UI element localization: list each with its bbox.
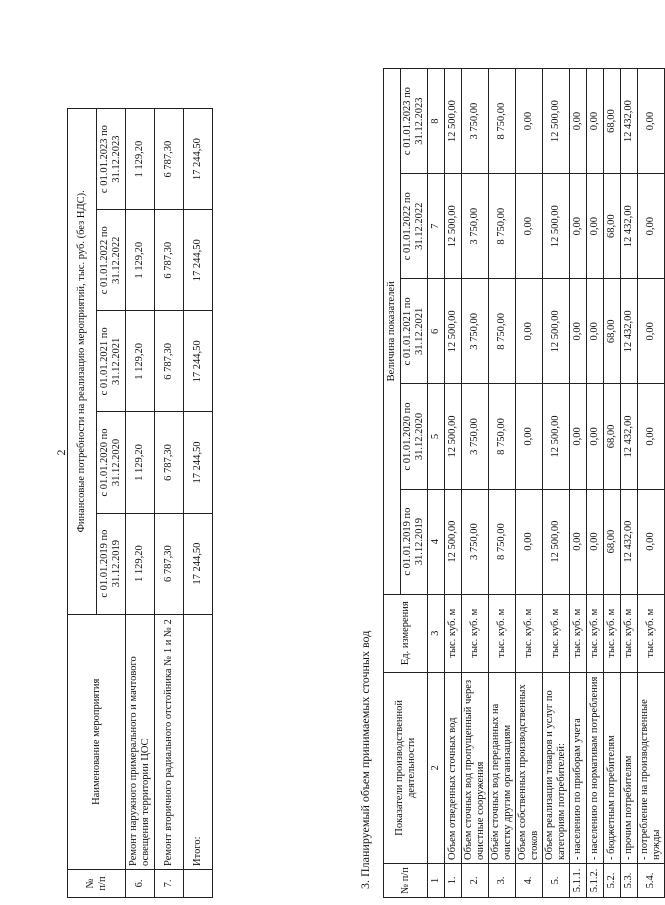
cell-value: 12 500,00: [445, 384, 462, 489]
row-num: 1.: [445, 863, 462, 897]
cell-value: 0,00: [638, 69, 665, 174]
cell-value: 8 750,00: [489, 489, 516, 594]
cell-value: 6 787,30: [155, 210, 184, 311]
row-num: 4.: [516, 863, 543, 897]
cell-value: 3 750,00: [462, 69, 489, 174]
period-header: с 01.01.2020 по 31.12.2020: [401, 384, 428, 489]
row-name: - прочим потребителям: [621, 672, 638, 863]
column-number: 3: [428, 594, 445, 672]
header-name: Наименование мероприятия: [68, 614, 126, 869]
financial-needs-table: [67, 108, 213, 898]
cell-value: 0,00: [516, 174, 543, 279]
header-indicator: Показатели производственной деятельности: [384, 672, 428, 863]
column-number: 2: [428, 672, 445, 863]
table-row: [516, 69, 543, 898]
table-row: [543, 69, 570, 898]
cell-value: 8 750,00: [489, 279, 516, 384]
cell-value: 0,00: [516, 384, 543, 489]
table-row: [570, 69, 587, 898]
table-row: [445, 69, 462, 898]
row-name: - бюджетным потребителям: [604, 672, 621, 863]
cell-value: 6 787,30: [155, 311, 184, 412]
column-number: 6: [428, 279, 445, 384]
cell-value: 12 500,00: [543, 69, 570, 174]
cell-value: 8 750,00: [489, 174, 516, 279]
section-title: 3. Планируемый объем принимаемых сточных вод: [358, 630, 372, 889]
row-num: 5.1.2.: [587, 863, 604, 897]
row-unit: тыс. куб. м: [587, 594, 604, 672]
cell-value: 1 129,20: [126, 412, 155, 513]
row-name: Объем отведенных сточных вод: [445, 672, 462, 863]
cell-value: 12 500,00: [543, 489, 570, 594]
period-header: с 01.01.2023 по 31.12.2023: [401, 69, 428, 174]
cell-value: 12 500,00: [543, 174, 570, 279]
table-row: [638, 69, 665, 898]
row-unit: тыс. куб. м: [445, 594, 462, 672]
header-num: № п/п: [384, 863, 428, 897]
cell-value: 0,00: [570, 174, 587, 279]
row-name: Объем сточных вод пропущенный через очистные сооружения: [462, 672, 489, 863]
cell-value: 1 129,20: [126, 210, 155, 311]
table-row: [462, 69, 489, 898]
cell-value: 0,00: [638, 279, 665, 384]
cell-value: 8 750,00: [489, 69, 516, 174]
row-unit: тыс. куб. м: [462, 594, 489, 672]
table-row: [621, 69, 638, 898]
page-number: 2: [54, 449, 68, 456]
row-num: 5.1.1.: [570, 863, 587, 897]
cell-value: 0,00: [587, 279, 604, 384]
cell-value: 0,00: [638, 384, 665, 489]
cell-value: 0,00: [570, 69, 587, 174]
row-unit: тыс. куб. м: [516, 594, 543, 672]
table-row: [489, 69, 516, 898]
cell-value: 0,00: [587, 489, 604, 594]
table-row: [155, 109, 184, 898]
cell-value: 1 129,20: [126, 109, 155, 210]
period-header: с 01.01.2020 по 31.12.2020: [97, 412, 126, 513]
period-header: с 01.01.2022 по 31.12.2022: [97, 210, 126, 311]
cell-value: 68,00: [604, 489, 621, 594]
cell-value: 0,00: [638, 489, 665, 594]
row-name: Объем собственных производственных стоков: [516, 672, 543, 863]
cell-value: 12 500,00: [543, 279, 570, 384]
wastewater-volume-table: [383, 68, 665, 898]
cell-value: 12 432,00: [621, 69, 638, 174]
cell-value: 1 129,20: [126, 513, 155, 614]
cell-value: 17 244,50: [184, 109, 213, 210]
table-row: [126, 109, 155, 898]
cell-value: 3 750,00: [462, 279, 489, 384]
cell-value: 68,00: [604, 69, 621, 174]
cell-value: 6 787,30: [155, 109, 184, 210]
cell-value: 17 244,50: [184, 412, 213, 513]
column-number: 8: [428, 69, 445, 174]
cell-value: 0,00: [587, 384, 604, 489]
cell-value: 0,00: [638, 174, 665, 279]
row-num: 7.: [155, 869, 184, 897]
row-num: 5.4.: [638, 863, 665, 897]
cell-value: 6 787,30: [155, 412, 184, 513]
cell-value: 1 129,20: [126, 311, 155, 412]
row-name: Объём сточных вод переданных на очистку другим организациям: [489, 672, 516, 863]
cell-value: 3 750,00: [462, 384, 489, 489]
column-number: 5: [428, 384, 445, 489]
cell-value: 12 500,00: [543, 384, 570, 489]
header-num: № п/п: [68, 869, 126, 897]
period-header: с 01.01.2022 по 31.12.2022: [401, 174, 428, 279]
row-num: 5.2.: [604, 863, 621, 897]
cell-value: 68,00: [604, 279, 621, 384]
column-number: 7: [428, 174, 445, 279]
column-number: 1: [428, 863, 445, 897]
period-header: с 01.01.2019 по 31.12.2019: [401, 489, 428, 594]
row-name: - населению по нормативам потребления: [587, 672, 604, 863]
cell-value: 0,00: [516, 279, 543, 384]
row-name: Ремонт вторичного радиального отстойника № 1 и № 2: [155, 614, 184, 869]
cell-value: 12 500,00: [445, 174, 462, 279]
row-num: 3.: [489, 863, 516, 897]
cell-value: 0,00: [516, 69, 543, 174]
table-row: [587, 69, 604, 898]
cell-value: 6 787,30: [155, 513, 184, 614]
cell-value: 0,00: [570, 489, 587, 594]
cell-value: 8 750,00: [489, 384, 516, 489]
cell-value: 3 750,00: [462, 489, 489, 594]
period-header: с 01.01.2023 по 31.12.2023: [97, 109, 126, 210]
cell-value: 12 500,00: [445, 69, 462, 174]
header-values: Величина показателей: [384, 69, 401, 595]
header-financial-needs: Финансовые потребности на реализацию мероприятий, тыс. руб. (без НДС).: [68, 109, 97, 615]
total-row: [184, 109, 213, 898]
row-num: 5.3.: [621, 863, 638, 897]
row-unit: тыс. куб. м: [543, 594, 570, 672]
cell-value: 12 432,00: [621, 489, 638, 594]
period-header: с 01.01.2019 по 31.12.2019: [97, 513, 126, 614]
cell-value: 68,00: [604, 384, 621, 489]
row-unit: тыс. куб. м: [604, 594, 621, 672]
cell-value: 68,00: [604, 174, 621, 279]
cell-value: 12 500,00: [445, 489, 462, 594]
row-name: - потребление на производственные нужды: [638, 672, 665, 863]
cell-value: 17 244,50: [184, 210, 213, 311]
row-unit: тыс. куб. м: [638, 594, 665, 672]
row-name: Ремонт наружного примерального и мачтового освещения территории ЦОС: [126, 614, 155, 869]
row-unit: тыс. куб. м: [570, 594, 587, 672]
cell-value: 0,00: [570, 279, 587, 384]
row-unit: тыс. куб. м: [489, 594, 516, 672]
cell-value: 12 500,00: [445, 279, 462, 384]
row-name: - населению по приборам учета: [570, 672, 587, 863]
row-num: 6.: [126, 869, 155, 897]
table-body: [445, 69, 665, 898]
cell-value: 12 432,00: [621, 279, 638, 384]
column-number: 4: [428, 489, 445, 594]
row-num: [184, 869, 213, 897]
table-row: [604, 69, 621, 898]
cell-value: 0,00: [587, 69, 604, 174]
row-name: Объем реализации товаров и услуг по категориям потребителей:: [543, 672, 570, 863]
row-unit: тыс. куб. м: [621, 594, 638, 672]
row-num: 2.: [462, 863, 489, 897]
cell-value: 17 244,50: [184, 513, 213, 614]
header-unit: Ед. измерения: [384, 594, 428, 672]
cell-value: 0,00: [570, 384, 587, 489]
cell-value: 3 750,00: [462, 174, 489, 279]
period-header: с 01.01.2021 по 31.12.2021: [97, 311, 126, 412]
row-name: Итого:: [184, 614, 213, 869]
cell-value: 12 432,00: [621, 384, 638, 489]
cell-value: 0,00: [587, 174, 604, 279]
row-num: 5.: [543, 863, 570, 897]
cell-value: 0,00: [516, 489, 543, 594]
period-header: с 01.01.2021 по 31.12.2021: [401, 279, 428, 384]
column-numbers-row: [428, 69, 445, 898]
cell-value: 12 432,00: [621, 174, 638, 279]
cell-value: 17 244,50: [184, 311, 213, 412]
